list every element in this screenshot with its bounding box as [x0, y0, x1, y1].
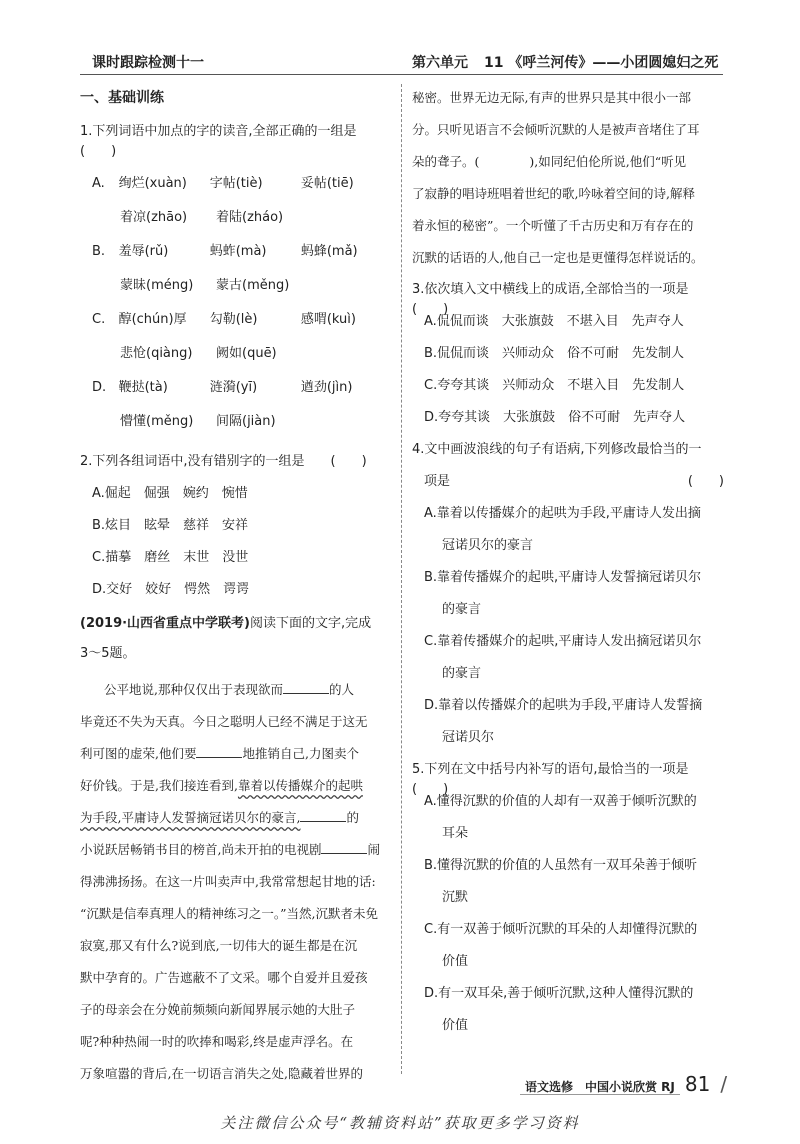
q4-option-line: C.靠着传播媒介的起哄,平庸诗人发出摘冠诺贝尔 — [424, 634, 702, 649]
q3-option-a: A.侃侃而谈 大张旗鼓 不堪入目 先声夺人 — [424, 314, 684, 329]
q1-option-row — [80, 412, 392, 446]
passage-line: “沉默是信奉真理人的精神练习之一。”当然,沉默者未免 — [80, 906, 379, 921]
passage-line: 秘密。世界无边无际,有声的世界只是其中很小一部 — [412, 90, 691, 105]
question-1-stem: 1.下列词语中加点的字的读音,全部正确的一组是 ( ) — [80, 124, 357, 159]
q5-option-line: 沉默 — [442, 890, 469, 905]
question-5-stem: 5.下列在文中括号内补写的语句,最恰当的一项是( ) — [412, 762, 689, 797]
q4-option-line: D.靠着以传播媒介的起哄为手段,平庸诗人发誓摘 — [424, 698, 703, 713]
column-divider — [401, 84, 402, 1074]
q5-option-line: 耳朵 — [442, 826, 469, 841]
section-title: 一、基础训练 — [80, 90, 164, 106]
promo-note: 关注微信公众号“教辅资料站”获取更多学习资料 — [220, 1114, 580, 1132]
q5-option-line: A.懂得沉默的价值的人却有一双善于倾听沉默的 — [424, 794, 697, 809]
wavy-underline-sentence: 靠着以传播媒介的起哄 — [237, 778, 363, 793]
q1-option-word: 蚂蚱(mà) — [209, 244, 267, 259]
q4-option-line: 的豪言 — [442, 602, 482, 617]
source-intro — [80, 614, 392, 634]
q1-option-row — [80, 242, 392, 276]
passage-line: 朵的聋子。( ),如同纪伯伦所说,他们“听见 — [412, 154, 687, 169]
q1-option-word: 醇(chún)厚 — [118, 312, 187, 327]
q2-option-a: A.倔起 倔强 婉约 惋惜 — [92, 486, 248, 501]
passage-line: 为手段,平庸诗人发誓摘冠诺贝尔的豪言, 的 — [80, 810, 359, 825]
q1-option-word: 羞辱(rǔ) — [118, 244, 169, 259]
source-intro-text: 阅读下面的文字,完成 — [250, 616, 372, 631]
q5-option-line: 价值 — [442, 1018, 469, 1033]
q1-option-word: 鞭挞(tà) — [118, 380, 168, 395]
book-title: 语文选修 中国小说欣赏 RJ — [525, 1080, 675, 1094]
q1-option-word: 勾勒(lè) — [209, 312, 258, 327]
passage-line: 小说跃居畅销书目的榜首,尚未开拍的电视剧 闹 — [80, 842, 380, 857]
passage-line: 子的母亲会在分娩前频频向新闻界展示她的大肚子 — [80, 1002, 356, 1017]
q1-option-row — [80, 174, 392, 208]
q1-option-word: 着凉(zhāo) — [120, 210, 188, 225]
q1-option-word: 绚烂(xuàn) — [118, 176, 187, 191]
passage-line: 公平地说,那种仅仅出于表现欲而 的人 — [104, 682, 354, 697]
q5-option-line: 价值 — [442, 954, 469, 969]
passage-line: 默中孕育的。广告遮蔽不了文采。哪个自爱并且爱孩 — [80, 970, 368, 985]
passage-line: 着永恒的秘密”。一个听懂了千古历史和万有存在的 — [412, 218, 694, 233]
fill-blank-1 — [283, 681, 329, 694]
q1-option-row — [80, 276, 392, 310]
fill-blank-3 — [300, 809, 346, 822]
answer-paren: ( ) — [687, 474, 724, 489]
q1-option-word: 间隔(jiàn) — [216, 414, 276, 429]
q3-option-d: D.夸夸其谈 大张旗鼓 俗不可耐 先声夺人 — [424, 410, 686, 425]
source-intro-line2: 3～5题。 — [80, 646, 136, 661]
q4-option-line: B.靠着传播媒介的起哄,平庸诗人发誓摘冠诺贝尔 — [424, 570, 702, 585]
q3-option-c: C.夸夸其谈 兴师动众 不堪入目 先发制人 — [424, 378, 685, 393]
passage-line: 寂寞,那又有什么?说到底,一切伟大的诞生都是在沉 — [80, 938, 358, 953]
question-1-options — [80, 174, 392, 446]
q1-option-word: 字帖(tiè) — [209, 176, 263, 191]
page-number: 81 — [684, 1072, 711, 1096]
q5-option-line: B.懂得沉默的价值的人虽然有一双耳朵善于倾听 — [424, 858, 698, 873]
q1-option-label: A. — [92, 176, 105, 191]
question-2-stem: 2.下列各组词语中,没有错别字的一组是 ( ) — [80, 454, 367, 469]
q1-option-word: 悲怆(qiàng) — [120, 346, 193, 361]
q1-option-word: 懵懂(měng) — [120, 414, 194, 429]
question-3-options — [412, 312, 724, 440]
q1-option-word: 阙如(quē) — [216, 346, 277, 361]
q1-option-word: 蚂蜂(mǎ) — [300, 244, 358, 259]
header-unit: 第六单元 — [412, 55, 468, 71]
q1-option-word: 遒劲(jìn) — [300, 380, 353, 395]
q4-option-line: 冠诺贝尔的豪言 — [442, 538, 534, 553]
fill-blank-2 — [196, 745, 242, 758]
q5-option-line: D.有一双耳朵,善于倾听沉默,这种人懂得沉默的 — [424, 986, 694, 1001]
q1-option-word: 感喟(kuì) — [300, 312, 356, 327]
reading-passage — [80, 680, 392, 1096]
q1-option-label: C. — [92, 312, 106, 327]
passage-line: 呢?种种热闹一时的吹捧和喝彩,终是虚声浮名。在 — [80, 1034, 354, 1049]
fill-blank-4 — [321, 841, 367, 854]
wavy-underline-sentence: 为手段,平庸诗人发誓摘冠诺贝尔的豪言, — [80, 810, 301, 825]
q1-option-label: B. — [92, 244, 106, 259]
q1-option-row — [80, 208, 392, 242]
question-2-options — [80, 484, 392, 612]
passage-line: 万象喧嚣的背后,在一切语言消失之处,隐藏着世界的 — [80, 1066, 363, 1081]
q1-option-label — [80, 412, 120, 446]
question-5-options — [412, 792, 724, 1048]
passage-line: 沉默的话语的人,他自己一定也是更懂得怎样说话的。 — [412, 250, 704, 265]
q5-option-line: C.有一双善于倾听沉默的耳朵的人却懂得沉默的 — [424, 922, 698, 937]
footer-rule — [520, 1094, 680, 1095]
passage-line: 得沸沸扬扬。在这一片叫卖声中,我常常想起甘地的话: — [80, 874, 376, 889]
q1-option-label — [80, 344, 120, 378]
q1-option-word: 着陆(zháo) — [216, 210, 284, 225]
q2-option-c: C.描摹 磨丝 末世 没世 — [92, 550, 249, 565]
footer-slash: / — [720, 1072, 728, 1096]
q4-option-line: 的豪言 — [442, 666, 482, 681]
header-left-title: 课时跟踪检测十一 — [92, 55, 204, 71]
q2-option-d: D.交好 姣好 愕然 谔谔 — [92, 582, 250, 597]
q1-option-label — [80, 276, 120, 310]
question-4-options — [412, 504, 724, 760]
q1-option-row — [80, 310, 392, 344]
header-rule — [80, 74, 723, 75]
q1-option-row — [80, 344, 392, 378]
passage-line: 利可图的虚荣,他们要 地推销自己,力图卖个 — [80, 746, 359, 761]
q2-option-b: B.炫目 眩晕 慈祥 安祥 — [92, 518, 249, 533]
q1-option-word: 蒙古(měng) — [216, 278, 290, 293]
q1-option-word: 涟漪(yī) — [209, 380, 258, 395]
q1-option-label — [80, 208, 120, 242]
q1-option-word: 蒙昧(méng) — [120, 278, 194, 293]
q3-option-b: B.侃侃而谈 兴师动众 俗不可耐 先发制人 — [424, 346, 685, 361]
right-column — [412, 88, 724, 1048]
passage-line: 好价钱。于是,我们接连看到,靠着以传播媒介的起哄 — [80, 778, 363, 793]
source-tag: (2019·山西省重点中学联考) — [80, 616, 251, 631]
question-4-stem-line2: 项是 ( ) — [412, 472, 724, 504]
q4-option-line: 冠诺贝尔 — [442, 730, 495, 745]
header-lesson-title: 11 《呼兰河传》——小团圆媳妇之死 — [484, 55, 719, 71]
q1-option-label: D. — [92, 380, 107, 395]
passage-line: 了寂静的唱诗班唱着世纪的歌,吟咏着空间的诗,解释 — [412, 186, 695, 201]
question-3-stem: 3.依次填入文中横线上的成语,全部恰当的一项是( ) — [412, 282, 689, 317]
passage-line: 分。只听见语言不会倾听沉默的人是被声音堵住了耳 — [412, 122, 700, 137]
q4-option-line: A.靠着以传播媒介的起哄为手段,平庸诗人发出摘 — [424, 506, 701, 521]
page-footer — [525, 1072, 727, 1096]
left-column — [80, 88, 392, 1096]
question-4-stem: 4.文中画波浪线的句子有语病,下列修改最恰当的一 — [412, 442, 702, 457]
q1-option-row — [80, 378, 392, 412]
passage-continuation — [412, 88, 724, 280]
q1-option-word: 妥帖(tiē) — [300, 176, 354, 191]
passage-line: 毕竟还不失为天真。今日之聪明人已经不满足于这无 — [80, 714, 368, 729]
